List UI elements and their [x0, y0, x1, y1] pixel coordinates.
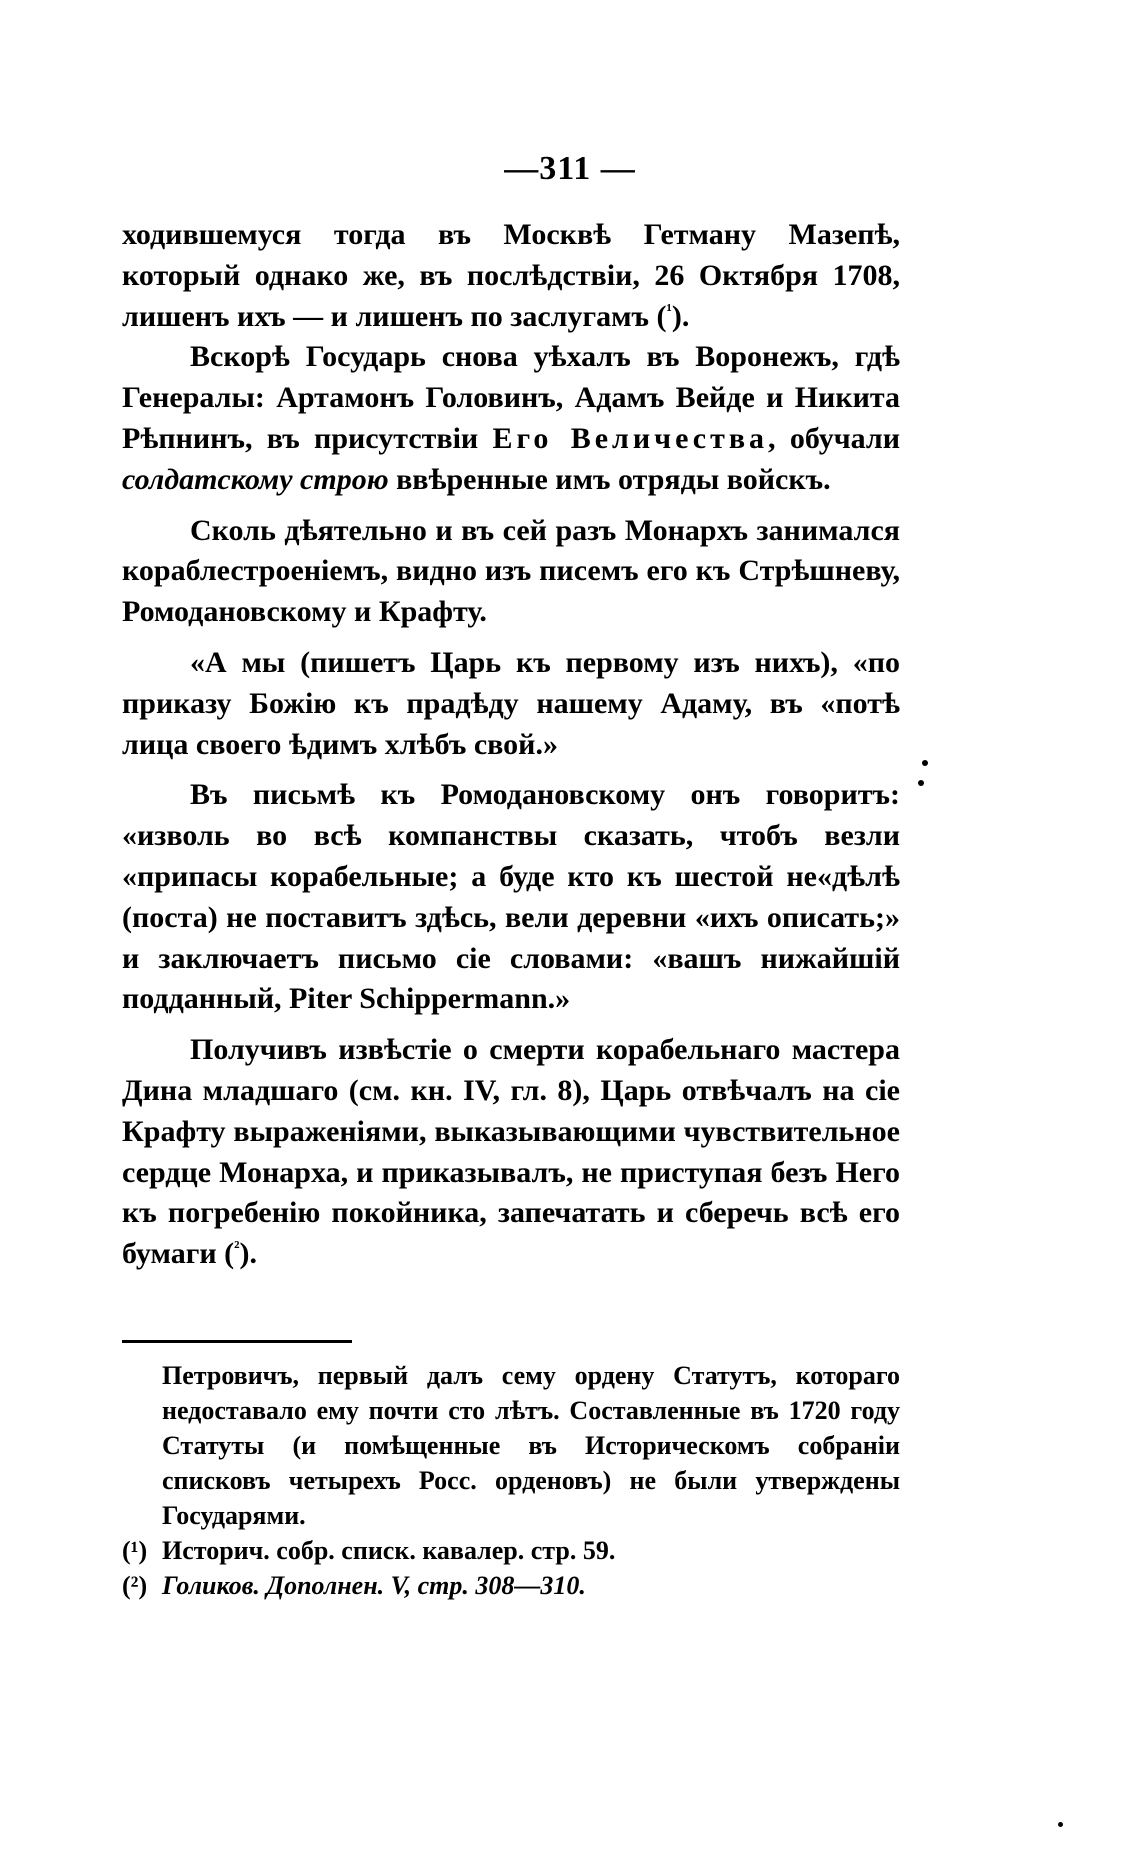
footnote-continuation: Петровичъ, первый далъ сему ордену Статутъ, котораго недоставало ему почти сто лѣтъ. Составленные въ 1720 году Статуты (и помѣщенные въ Историческомъ собраніи списковъ четырехъ Росс. орденовъ) не были утверждены Государями.	[162, 1361, 900, 1530]
footnote-2	[122, 1568, 900, 1603]
paragraph-6-tail: ).	[239, 1237, 257, 1271]
footnote-2-text: Голиков. Дополнен. V, стр. 308—310.	[162, 1571, 586, 1600]
paragraph-2-text-a: Вскорѣ Государь снова уѣхалъ въ Воронежъ, гдѣ Генералы: Артамонъ Головинъ, Адамъ Вейде и Никита Рѣпнинъ, въ присутствіи	[122, 340, 900, 455]
footnote-1-text: Историч. собр. списк. кавалер. стр. 59.	[162, 1536, 616, 1565]
paragraph-1-tail: ).	[671, 299, 690, 333]
footnote-1	[122, 1533, 900, 1568]
majesty-spaced-text: Его Величества	[492, 421, 769, 455]
paragraph-2-text-b: , обучали	[768, 421, 900, 455]
scan-speck	[922, 760, 928, 766]
footnote-ref-1: ¹	[666, 299, 672, 320]
paragraph-1	[122, 215, 900, 337]
paragraph-5: Въ письмѣ къ Ромодановскому онъ говоритъ: «изволь во всѣ компанствы сказать, чтобъ везли «припасы корабельные; а буде кто къ шестой не«дѣлѣ (поста) не поставитъ здѣсь, вели деревни «ихъ описать;» и заключаетъ письмо сіе словами: «вашъ нижайшій подданный, Piter Schippermann.»	[122, 778, 900, 1016]
footnote-1-mark: (¹)	[122, 1536, 148, 1565]
page-number: —311 —	[504, 150, 636, 187]
paragraph-6-text: Получивъ извѣстіе о смерти корабельнаго мастера Дина младшаго (см. кн. IV, гл. 8), Царь отвѣчалъ на сіе Крафту выраженіями, выказывающими чувствительное сердце Монарха, и приказывалъ, не приступая безъ Него къ погребенію покойника, запечатать и сберечь всѣ его бумаги (	[122, 1033, 900, 1271]
paragraph-1-text: ходившемуся тогда въ Москвѣ Гетману Мазепѣ, который однако же, въ послѣдствіи, 26 Октября 1708, лишенъ ихъ — и лишенъ по заслугамъ (	[122, 218, 900, 333]
paragraph-6	[122, 1030, 900, 1275]
paragraph-4: «А мы (пишетъ Царь къ первому изъ нихъ), «по приказу Божію къ прадѣду нашему Адаму, въ «потѣ лица своего ѣдимъ хлѣбъ свой.»	[122, 645, 900, 761]
scan-speck	[1058, 1822, 1063, 1827]
footnote-2-mark: (²)	[122, 1571, 148, 1600]
italic-phrase: солдатскому строю	[122, 462, 389, 496]
footnote-separator	[122, 1340, 352, 1343]
main-text	[122, 215, 900, 1275]
scan-speck	[918, 780, 924, 786]
footnote-ref-2: ²	[234, 1237, 240, 1258]
paragraph-3: Сколь дѣятельно и въ сей разъ Монархъ занимался кораблестроеніемъ, видно изъ писемъ его къ Стрѣшневу, Ромодановскому и Крафту.	[122, 513, 900, 629]
paragraph-2	[122, 337, 900, 500]
paragraph-2-text-c: ввѣренные имъ отряды войскъ.	[388, 462, 831, 496]
footnotes	[122, 1358, 900, 1603]
